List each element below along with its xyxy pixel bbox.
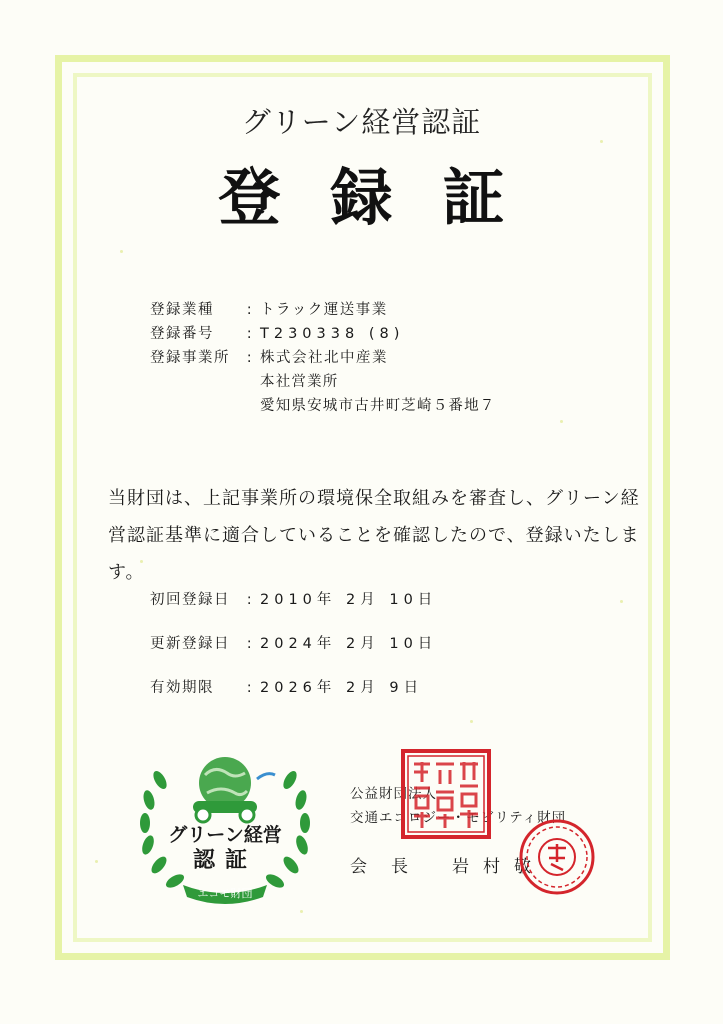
paper-speckle — [300, 910, 303, 913]
expiry-row — [150, 676, 423, 697]
globe-car-icon — [193, 757, 275, 822]
certificate-subtitle: グリーン経営認証 — [241, 105, 482, 139]
logo-ribbon-text: エコモ財団 — [197, 887, 253, 900]
colon: : — [246, 326, 254, 342]
colon: : — [246, 636, 254, 652]
paper-speckle — [470, 720, 473, 723]
first-registration-date: 2010年 2月 10日 — [260, 592, 438, 608]
paper-speckle — [620, 600, 623, 603]
paper-speckle — [560, 420, 563, 423]
colon: : — [246, 302, 254, 318]
number-label: 登録番号 — [150, 326, 214, 342]
logo-text: グリーン経営 — [168, 824, 282, 846]
registration-number-row — [150, 322, 404, 343]
green-management-logo — [135, 735, 315, 905]
logo-text-certification: 認証 — [192, 848, 258, 873]
issuer-name: 交通エコロジー・モビリティ財団 — [350, 810, 567, 826]
registration-office-row — [150, 346, 388, 367]
expiry-date: 2026年 2月 9日 — [260, 680, 424, 696]
office-label: 登録事業所 — [150, 350, 230, 366]
renewal-label: 更新登録日 — [150, 636, 230, 652]
paper-speckle — [95, 860, 98, 863]
president-name: 岩村敬 — [452, 857, 545, 877]
number-value: T230338 (8) — [260, 326, 405, 342]
office-address: 愛知県安城市古井町芝崎５番地７ — [260, 398, 496, 414]
certificate-title: 登録証 — [218, 161, 555, 234]
office-name: 本社営業所 — [260, 374, 339, 390]
category-label: 登録業種 — [150, 302, 214, 318]
certification-statement: 当財団は、上記事業所の環境保全取組みを審査し、グリーン経営認証基準に適合していることを確認したので、登録いたします。 — [108, 488, 640, 583]
president-seal — [518, 818, 596, 896]
category-value: トラック運送事業 — [260, 302, 388, 318]
first-registration-row — [150, 588, 437, 609]
colon: : — [246, 680, 254, 696]
first-registration-label: 初回登録日 — [150, 592, 230, 608]
renewal-date: 2024年 2月 10日 — [260, 636, 438, 652]
president-line — [350, 852, 545, 877]
foundation-seal — [400, 748, 492, 840]
colon: : — [246, 592, 254, 608]
expiry-label: 有効期限 — [150, 680, 214, 696]
colon: : — [246, 350, 254, 366]
issuer-type: 公益財団法人 — [350, 786, 437, 802]
renewal-row — [150, 632, 437, 653]
paper-speckle — [120, 250, 123, 253]
president-role: 会長 — [350, 857, 432, 877]
registration-category-row — [150, 298, 388, 319]
company-name: 株式会社北中産業 — [260, 350, 388, 366]
